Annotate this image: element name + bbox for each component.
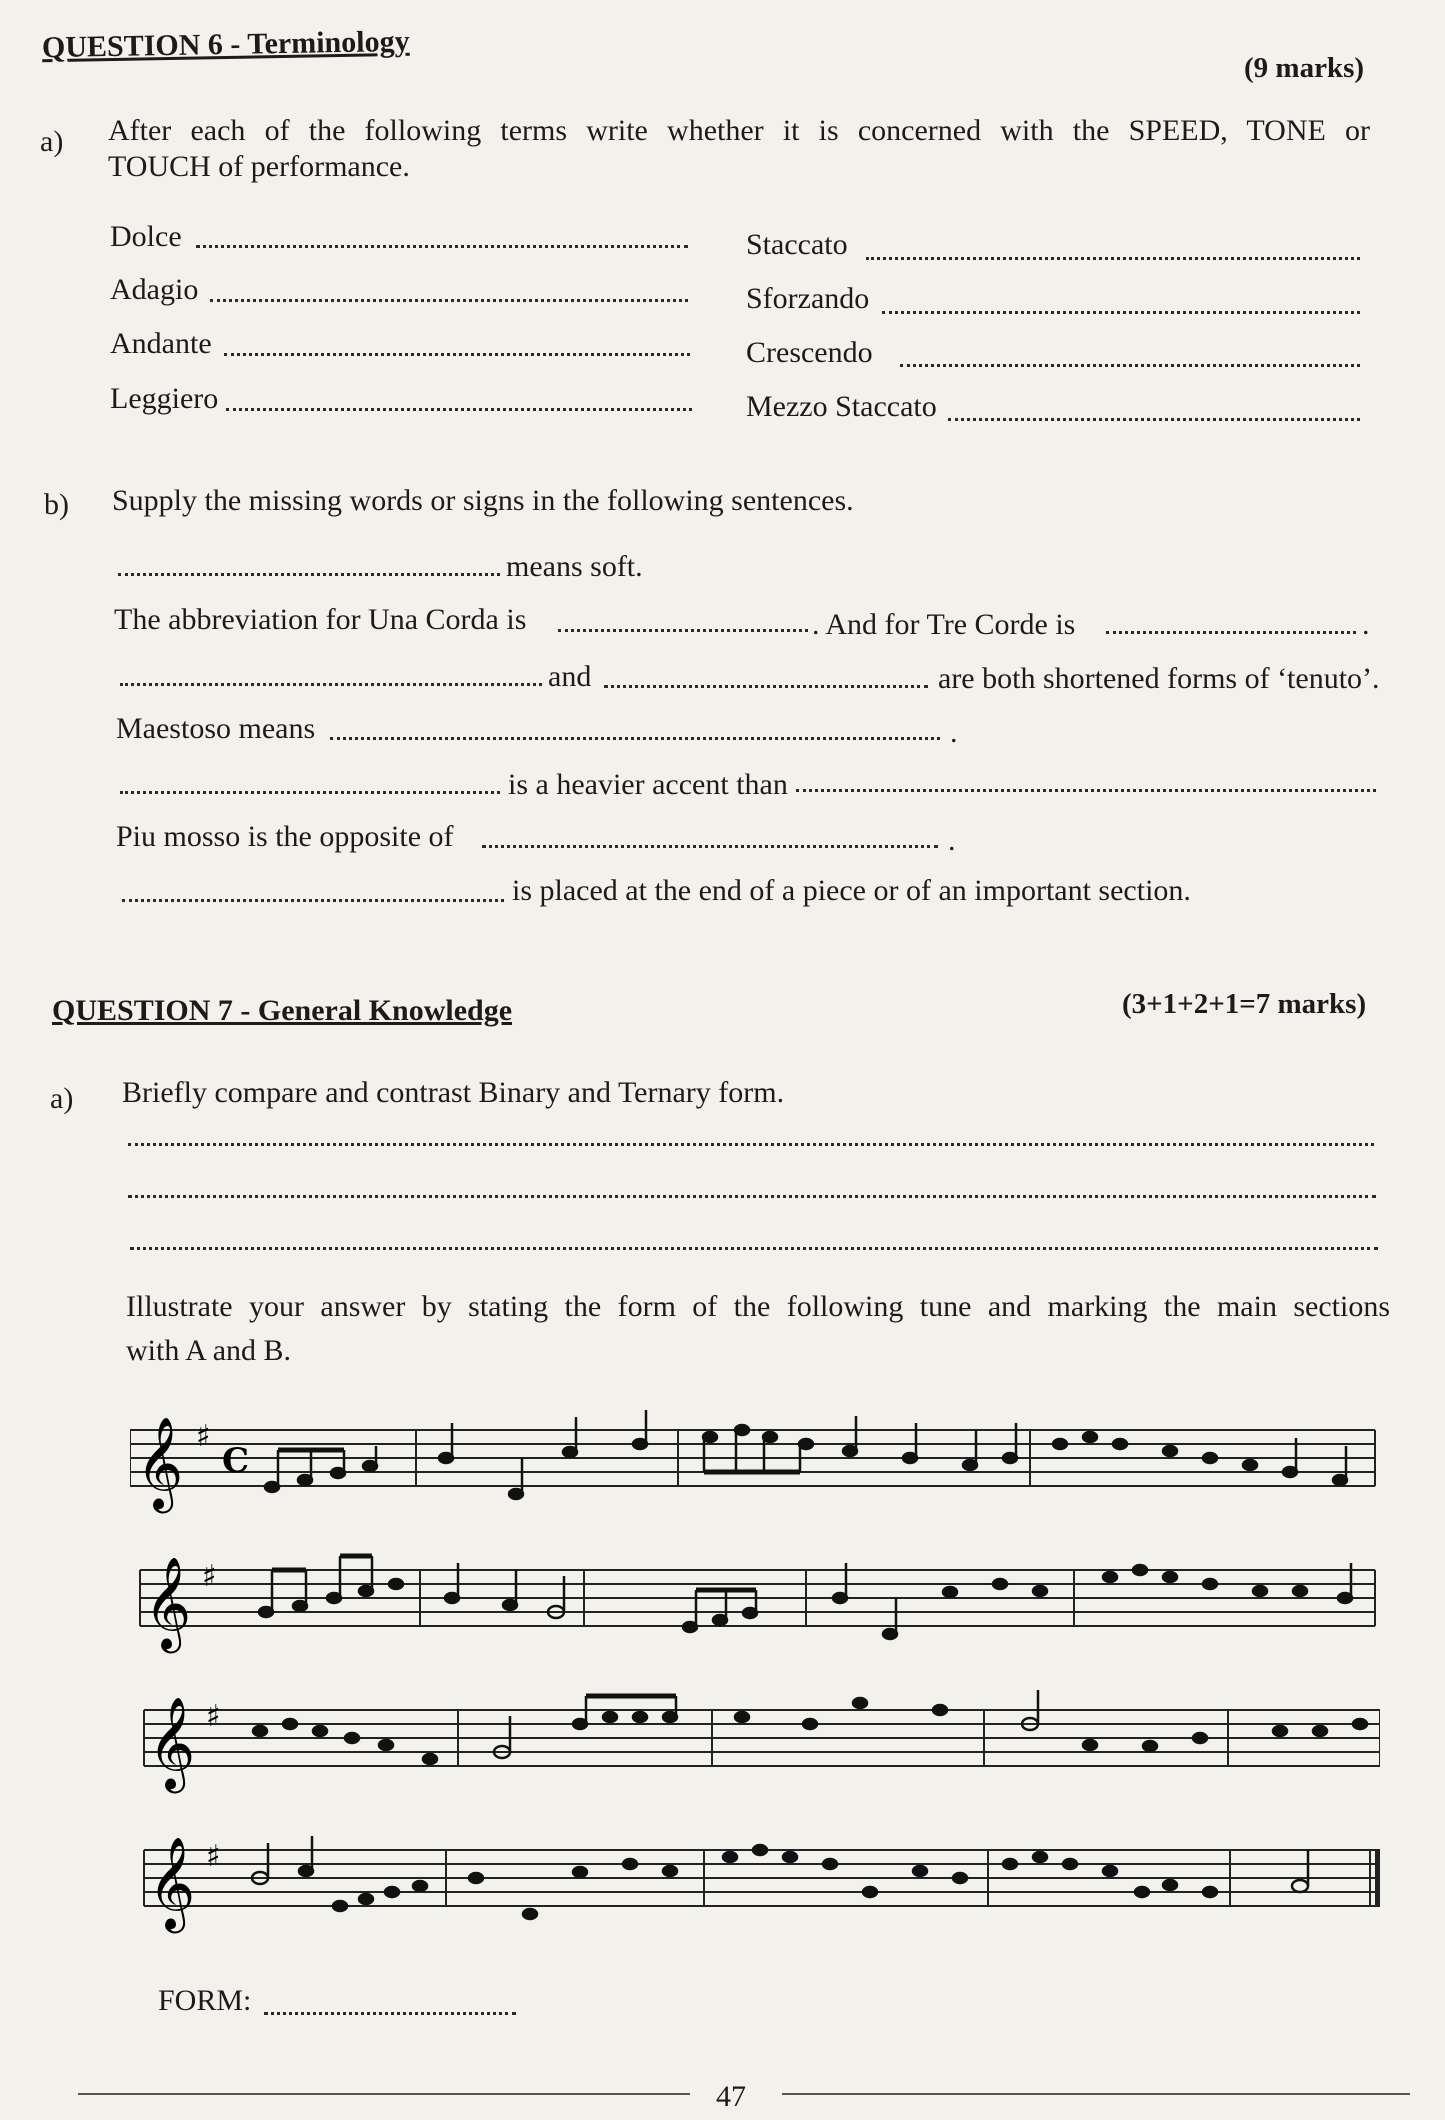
term-adagio: Adagio <box>110 273 199 306</box>
staff-1-notation <box>130 1390 1380 1540</box>
part-a-instruction-line1: After each of the following terms write whether it is concerned with the SPEED, TONE or <box>108 114 1370 147</box>
treble-clef-icon: 𝄞 <box>136 1416 184 1509</box>
sentence-4-text-b: . <box>950 716 958 749</box>
answer-line-staccato[interactable] <box>866 257 1360 260</box>
sentence-2-text-b: . And for Tre Corde is <box>812 608 1076 641</box>
treble-clef-icon: 𝄞 <box>148 1696 196 1789</box>
blank-tenuto-1[interactable] <box>120 683 542 686</box>
sentence-1-text: means soft. <box>506 550 643 583</box>
answer-line-adagio[interactable] <box>210 299 688 302</box>
term-staccato: Staccato <box>746 228 848 261</box>
blank-1[interactable] <box>118 573 500 576</box>
part-b-instruction: Supply the missing words or signs in the following sentences. <box>112 484 854 517</box>
form-label: FORM: <box>158 1984 252 2017</box>
sentence-3-text-b: are both shortened forms of ‘tenuto’. <box>938 662 1380 695</box>
term-sforzando: Sforzando <box>746 282 870 315</box>
sharp-icon: ♯ <box>206 1839 221 1874</box>
question-6-marks: (9 marks) <box>1244 52 1365 84</box>
answer-line-crescendo[interactable] <box>900 364 1360 367</box>
part-a-instruction-line2: TOUCH of performance. <box>108 150 410 183</box>
answer-line-sforzando[interactable] <box>882 311 1360 314</box>
blank-una-corda[interactable] <box>558 629 808 632</box>
common-time-icon: C <box>222 1441 250 1481</box>
question-7-title: QUESTION 7 - General Knowledge <box>52 994 513 1027</box>
blank-tre-corde[interactable] <box>1106 631 1356 634</box>
term-mezzo-staccato: Mezzo Staccato <box>746 390 937 423</box>
q7-part-a-label: a) <box>50 1082 74 1115</box>
answer-line-andante[interactable] <box>224 353 690 356</box>
answer-line-3[interactable] <box>130 1247 1378 1250</box>
sharp-icon: ♯ <box>202 1559 217 1594</box>
sentence-6-text-b: . <box>948 824 956 857</box>
staff-3-notation <box>130 1670 1380 1820</box>
term-crescendo: Crescendo <box>746 336 873 369</box>
form-answer-line[interactable] <box>264 2012 516 2015</box>
illustrate-instruction-line2: with A and B. <box>126 1334 292 1367</box>
sentence-7-text: is placed at the end of a piece or of an important section. <box>512 874 1191 907</box>
footer-line-left <box>78 2093 690 2095</box>
blank-maestoso[interactable] <box>330 737 940 740</box>
blank-accent-2[interactable] <box>796 789 1376 792</box>
blank-accent-1[interactable] <box>120 791 500 794</box>
answer-line-1[interactable] <box>128 1143 1374 1146</box>
sharp-icon: ♯ <box>206 1699 221 1734</box>
answer-line-leggiero[interactable] <box>226 408 692 411</box>
page-number: 47 <box>716 2080 746 2113</box>
treble-clef-icon: 𝄞 <box>148 1836 196 1929</box>
music-staff-1 <box>130 1390 1380 1540</box>
sharp-icon: ♯ <box>196 1419 211 1454</box>
q7-part-a-instruction: Briefly compare and contrast Binary and Ternary form. <box>122 1076 785 1109</box>
sentence-6-text-a: Piu mosso is the opposite of <box>116 820 454 853</box>
part-a-label: a) <box>40 125 64 158</box>
sentence-4-text-a: Maestoso means <box>116 712 316 745</box>
question-7-marks: (3+1+2+1=7 marks) <box>1122 988 1367 1020</box>
question-6-title: QUESTION 6 - Terminology <box>41 24 410 65</box>
music-staff-4 <box>130 1810 1380 1960</box>
term-dolce: Dolce <box>110 220 182 253</box>
staff-2-notation <box>130 1530 1380 1680</box>
footer-line-right <box>782 2093 1410 2095</box>
staff-4-notation <box>130 1810 1380 1960</box>
illustrate-instruction-line1: Illustrate your answer by stating the form of the following tune and marking the main sections <box>126 1290 1390 1323</box>
term-andante: Andante <box>110 327 212 360</box>
blank-end-sign[interactable] <box>122 899 504 902</box>
music-staff-3 <box>130 1670 1380 1820</box>
term-leggiero: Leggiero <box>110 382 219 415</box>
sentence-3-text-a: and <box>548 660 592 693</box>
music-staff-2 <box>130 1530 1380 1680</box>
blank-tenuto-2[interactable] <box>604 685 928 688</box>
treble-clef-icon: 𝄞 <box>144 1556 192 1649</box>
part-b-label: b) <box>44 488 69 521</box>
sentence-2-text-a: The abbreviation for Una Corda is <box>114 603 527 636</box>
answer-line-dolce[interactable] <box>196 245 688 248</box>
answer-line-mezzo-staccato[interactable] <box>948 418 1360 421</box>
sentence-2-text-c: . <box>1362 608 1370 641</box>
sentence-5-text: is a heavier accent than <box>508 768 788 801</box>
blank-piu-mosso[interactable] <box>482 845 938 848</box>
answer-line-2[interactable] <box>128 1195 1376 1198</box>
